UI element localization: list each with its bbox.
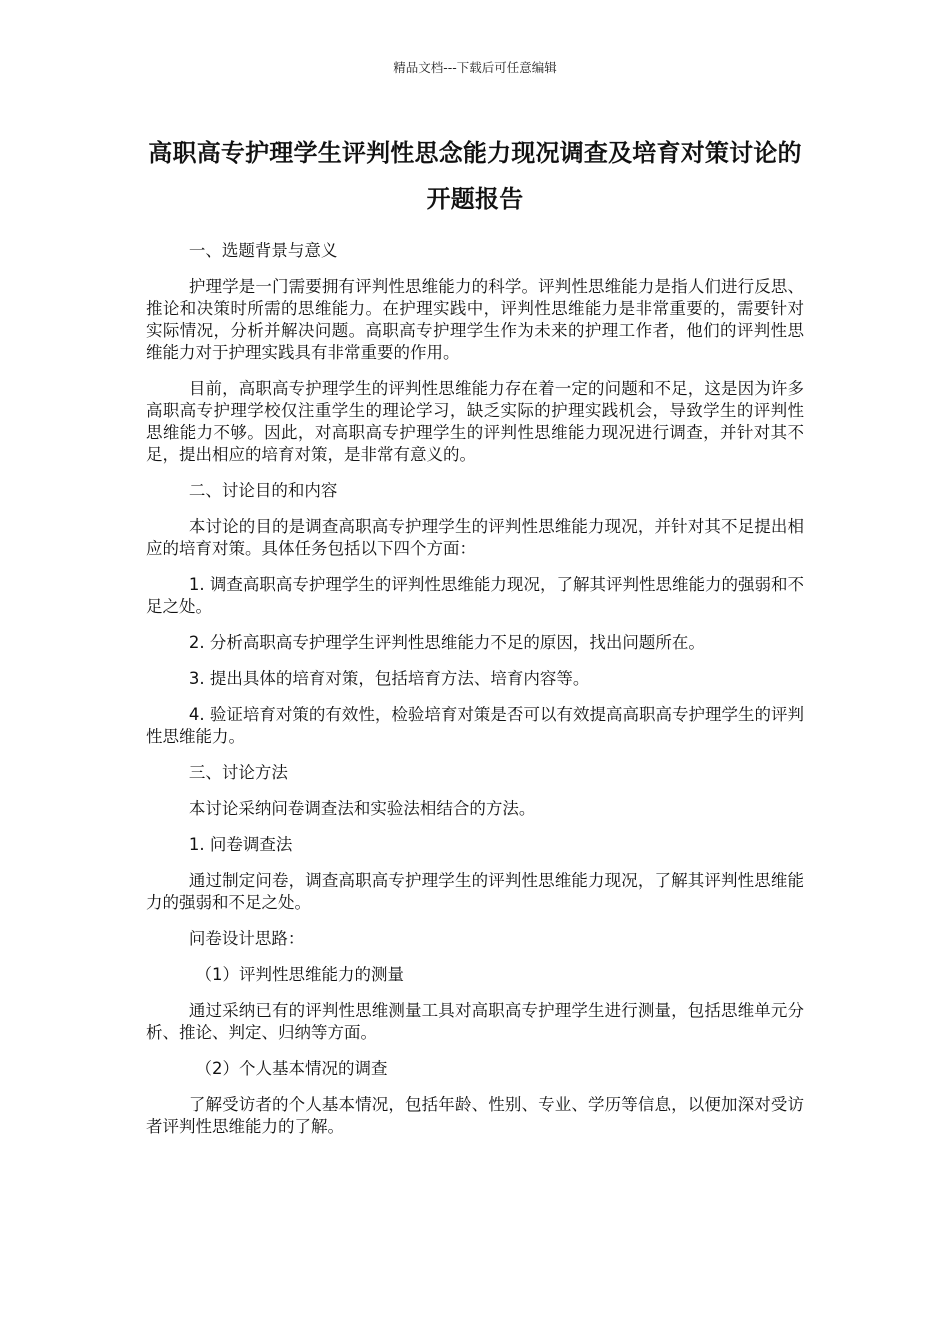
task-item-3: 3. 提出具体的培育对策，包括培育方法、培育内容等。 <box>188 669 590 688</box>
design-item-2: （2）个人基本情况的调查 <box>195 1059 388 1078</box>
paragraph-questionnaire: 通过制定问卷，调查高职高专护理学生的评判性思维能力现况，了解其评判性思维能力的强弱和不足之处。 <box>146 871 804 912</box>
paragraph-method: 本讨论采纳问卷调查法和实验法相结合的方法。 <box>188 799 536 818</box>
design-item-1: （1）评判性思维能力的测量 <box>195 965 404 984</box>
paragraph-background-1: 护理学是一门需要拥有评判性思维能力的科学。评判性思维能力是指人们进行反思、推论和决策时所需的思维能力。在护理实践中，评判性思维能力是非常重要的，需要针对实际情况，分析并解决问题。高职高专护理学生作为未来的护理工作者，他们的评判性思维能力对于护理实践具有非常重要的作用。 <box>146 277 804 362</box>
task-item-4: 4. 验证培育对策的有效性，检验培育对策是否可以有效提高高职高专护理学生的评判性思维能力。 <box>146 705 804 746</box>
document-body <box>146 240 804 1138</box>
questionnaire-design-label: 问卷设计思路： <box>188 929 305 948</box>
section-heading-background: 一、选题背景与意义 <box>188 241 338 260</box>
header-note: 精品文档---下载后可任意编辑 <box>393 60 557 75</box>
task-item-2: 2. 分析高职高专护理学生评判性思维能力不足的原因，找出问题所在。 <box>188 633 705 652</box>
method-item-questionnaire: 1. 问卷调查法 <box>188 835 293 854</box>
section-heading-method: 三、讨论方法 <box>188 763 288 782</box>
paragraph-design-1: 通过采纳已有的评判性思维测量工具对高职高专护理学生进行测量，包括思维单元分析、推论、判定、归纳等方面。 <box>146 1001 804 1042</box>
section-heading-purpose: 二、讨论目的和内容 <box>188 481 338 500</box>
paragraph-design-2: 了解受访者的个人基本情况，包括年龄、性别、专业、学历等信息，以便加深对受访者评判性思维能力的了解。 <box>146 1095 804 1136</box>
document-title: 高职高专护理学生评判性思念能力现况调查及培育对策讨论的开题报告 <box>148 139 802 213</box>
task-item-1: 1. 调查高职高专护理学生的评判性思维能力现况，了解其评判性思维能力的强弱和不足之处。 <box>146 575 804 616</box>
paragraph-purpose: 本讨论的目的是调查高职高专护理学生的评判性思维能力现况，并针对其不足提出相应的培育对策。具体任务包括以下四个方面： <box>146 517 804 558</box>
paragraph-background-2: 目前，高职高专护理学生的评判性思维能力存在着一定的问题和不足，这是因为许多高职高专护理学校仅注重学生的理论学习，缺乏实际的护理实践机会，导致学生的评判性思维能力不够。因此，对高职高专护理学生的评判性思维能力现况进行调查，并针对其不足，提出相应的培育对策，是非常有意义的。 <box>146 379 804 464</box>
